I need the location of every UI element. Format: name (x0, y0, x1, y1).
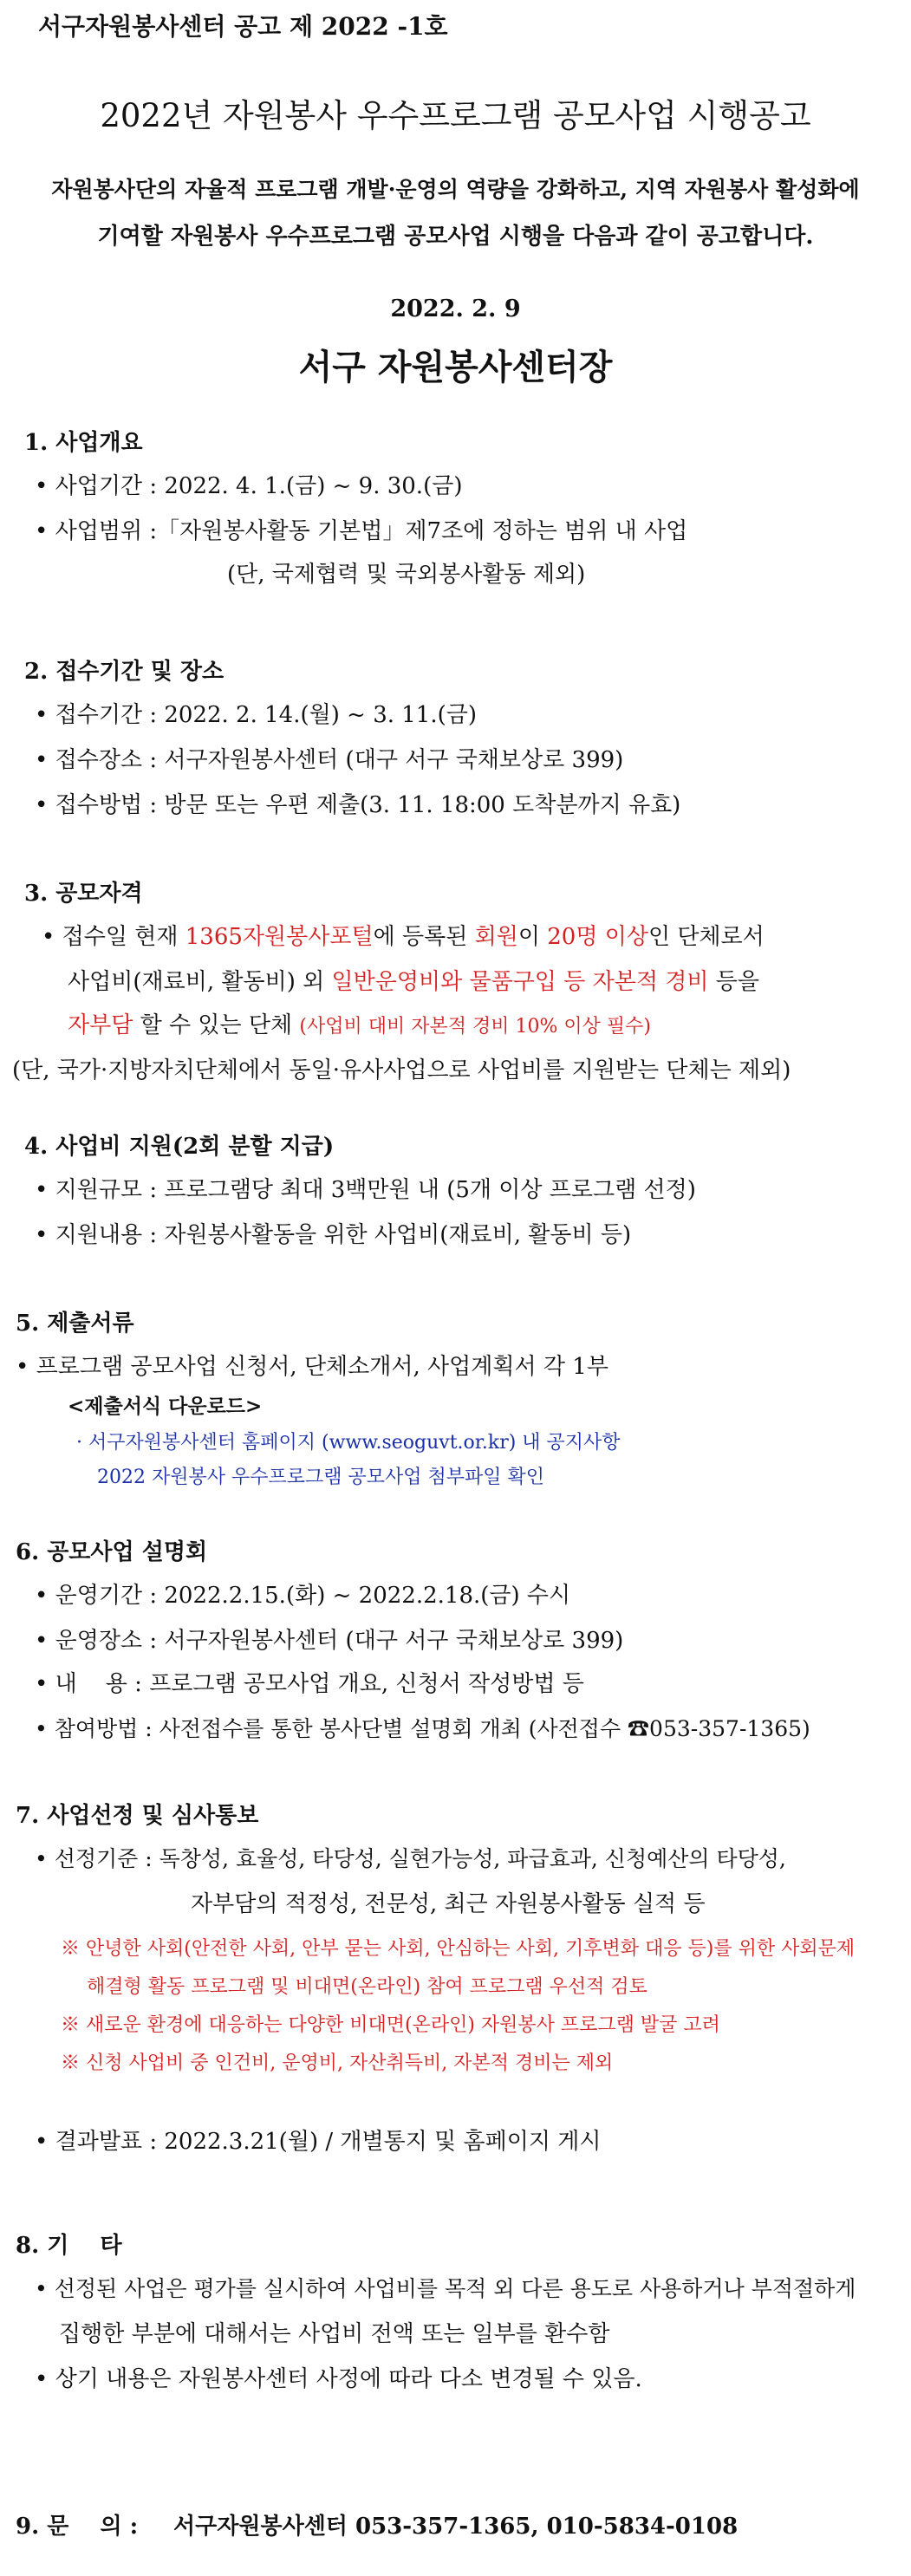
section-9-label: 9. 문 의 : (16, 2514, 139, 2540)
section-6-heading: 6. 공모사업 설명회 (16, 1539, 208, 1565)
section-5-heading: 5. 제출서류 (16, 1311, 134, 1337)
s7-item-criteria: • 선정기준 : 독창성, 효율성, 타당성, 실현가능성, 파급효과, 신청예산의 타당성, (35, 1844, 786, 1874)
s7-note-2: ※ 새로운 환경에 대응하는 다양한 비대면(온라인) 자원봉사 프로그램 발굴 고려 (61, 2014, 720, 2036)
contact-info: 서구자원봉사센터 053-357-1365, 010-5834-0108 (173, 2514, 739, 2540)
intro-line-2: 기여할 자원봉사 우수프로그램 공모사업 시행을 다음과 같이 공고합니다. (97, 224, 814, 250)
s6-item-participation: • 참여방법 : 사전접수를 통한 봉사단별 설명회 개최 (사전접수 ☎053-357-1365) (35, 1714, 810, 1744)
s1-item-period: • 사업기간 : 2022. 4. 1.(금) ~ 9. 30.(금) (35, 472, 462, 501)
s7-item-result: • 결과발표 : 2022.3.21(월) / 개별통지 및 홈페이지 게시 (35, 2127, 601, 2156)
notice-number: 서구자원봉사센터 공고 제 2022 -1호 (38, 12, 448, 41)
s7-note-3: ※ 신청 사업비 중 인건비, 운영비, 자산취득비, 자본적 경비는 제외 (61, 2052, 614, 2074)
s6-item-period: • 운영기간 : 2022.2.15.(화) ~ 2022.2.18.(금) 수시 (35, 1581, 570, 1610)
s5-download-link-line-1[interactable]: · 서구자원봉사센터 홈페이지 (www.seoguvt.or.kr) 내 공지사항 (76, 1432, 621, 1454)
s8-item-1-cont: 집행한 부분에 대해서는 사업비 전액 또는 일부를 환수함 (59, 2321, 610, 2347)
s1-item-scope: • 사업범위 :「자원봉사활동 기본법」제7조에 정하는 범위 내 사업 (35, 517, 687, 546)
s7-note-1: ※ 안녕한 사회(안전한 사회, 안부 묻는 사회, 안심하는 사회, 기후변화 대응 등)를 위한 사회문제 (61, 1938, 856, 1960)
s1-scope-note: (단, 국제협력 및 국외봉사활동 제외) (227, 562, 586, 588)
s7-note-1-cont: 해결형 활동 프로그램 및 비대면(온라인) 참여 프로그램 우선적 검토 (87, 1976, 647, 1998)
s2-item-method: • 접수방법 : 방문 또는 우편 제출(3. 11. 18:00 도착분까지 유효) (35, 790, 680, 820)
s8-item-1: • 선정된 사업은 평가를 실시하여 사업비를 목적 외 다른 용도로 사용하거나 부적절하게 (35, 2274, 856, 2304)
s7-criteria-cont: 자부담의 적정성, 전문성, 최근 자원봉사활동 실적 등 (191, 1891, 706, 1917)
intro-line-1: 자원봉사단의 자율적 프로그램 개발·운영의 역량을 강화하고, 지역 자원봉사 활성화에 (51, 177, 860, 202)
s5-download-link-line-2[interactable]: 2022 자원봉사 우수프로그램 공모사업 첨부파일 확인 (97, 1467, 544, 1488)
s4-item-scale: • 지원규모 : 프로그램당 최대 3백만원 내 (5개 이상 프로그램 선정) (35, 1175, 696, 1205)
issuer: 서구 자원봉사센터장 (298, 347, 613, 387)
s5-download-label: <제출서식 다운로드> (68, 1395, 263, 1418)
page-title: 2022년 자원봉사 우수프로그램 공모사업 시행공고 (100, 97, 811, 134)
s5-item-documents: • 프로그램 공모사업 신청서, 단체소개서, 사업계획서 각 1부 (16, 1352, 608, 1382)
s3-line-1: • 접수일 현재 1365자원봉사포털에 등록된 회원이 20명 이상인 단체로서 (42, 922, 765, 952)
s6-item-place: • 운영장소 : 서구자원봉사센터 (대구 서구 국채보상로 399) (35, 1626, 623, 1656)
section-1-heading: 1. 사업개요 (24, 430, 143, 456)
s2-item-place: • 접수장소 : 서구자원봉사센터 (대구 서구 국채보상로 399) (35, 745, 623, 775)
s8-item-2: • 상기 내용은 자원봉사센터 사정에 따라 다소 변경될 수 있음. (35, 2365, 642, 2394)
section-4-heading: 4. 사업비 지원(2회 분할 지급) (24, 1134, 335, 1160)
section-2-heading: 2. 접수기간 및 장소 (24, 659, 224, 685)
section-3-heading: 3. 공모자격 (24, 881, 143, 907)
notice-date: 2022. 2. 9 (390, 296, 521, 322)
s3-line-3: 자부담 할 수 있는 단체 (사업비 대비 자본적 경비 10% 이상 필수) (68, 1012, 651, 1038)
section-7-heading: 7. 사업선정 및 심사통보 (16, 1803, 259, 1829)
s4-item-content: • 지원내용 : 자원봉사활동을 위한 사업비(재료비, 활동비 등) (35, 1220, 631, 1250)
s6-item-content: • 내 용 : 프로그램 공모사업 개요, 신청서 작성방법 등 (35, 1669, 584, 1699)
section-8-heading: 8. 기 타 (16, 2233, 122, 2259)
s3-line-2: 사업비(재료비, 활동비) 외 일반운영비와 물품구입 등 자본적 경비 등을 (68, 969, 759, 995)
s2-item-period: • 접수기간 : 2022. 2. 14.(월) ~ 3. 11.(금) (35, 700, 477, 730)
s3-exclusion: (단, 국가·지방자치단체에서 동일·유사사업으로 사업비를 지원받는 단체는 제외) (12, 1057, 791, 1083)
